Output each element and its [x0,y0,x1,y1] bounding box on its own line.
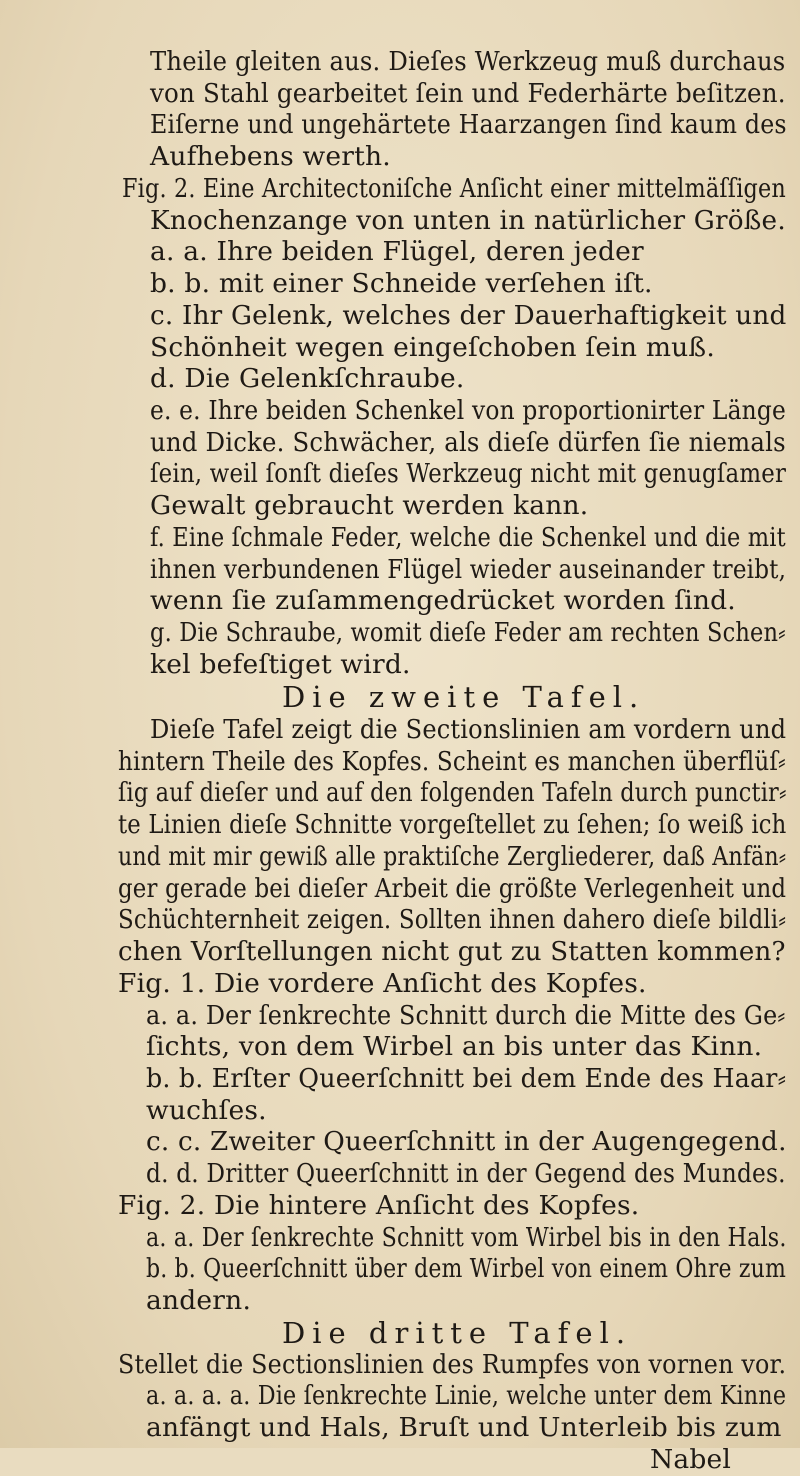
text-line: ſig auf dieſer und auf den folgenden Tafeln durch punctir⸗ [118,777,787,809]
text-line: Fig. 1. Die vordere Anſicht des Kopfes. [118,967,647,999]
text-line: wuchſes. [146,1094,267,1126]
text-line: von Stahl gearbeitet ſein und Federhärte beſitzen. [150,77,786,109]
text-line: andern. [146,1285,252,1317]
text-line: ger gerade bei dieſer Arbeit die größte Verlegenheit und [118,872,787,904]
text-line: Theile gleiten aus. Dieſes Werkzeug muß durchaus [150,46,786,77]
text-line: Nabel [650,1443,732,1475]
text-line: Knochenzange von unten in natürlicher Größe. [150,204,786,236]
text-line: a. a. Ihre beiden Flügel, deren jeder [150,236,644,268]
section-heading: Die zweite Tafel. [282,679,646,714]
text-line: Gewalt gebraucht werden kann. [150,490,589,522]
text-line: kel befeſtiget wird. [150,648,411,680]
text-line: Aufhebens werth. [150,141,391,173]
text-line: wenn ſie zuſammengedrücket worden ſind. [150,585,736,617]
text-line: b. b. Queerſchnitt über dem Wirbel von einem Ohre zum [146,1253,787,1285]
text-line: hintern Theile des Kopfes. Scheint es manchen überflüſ⸗ [118,745,786,777]
text-line: e. e. Ihre beiden Schenkel von proportionirter Länge [150,395,786,427]
text-line: chen Vorſtellungen nicht gut zu Statten kommen? [118,936,786,968]
text-line: und Dicke. Schwächer, als dieſe dürfen ſie niemals [150,426,786,458]
text-line: te Linien dieſe Schnitte vorgeſtellet zu ſehen; ſo weiß ich [118,809,787,841]
text-line: Fig. 2. Die hintere Anſicht des Kopfes. [118,1189,640,1221]
text-line: Eiſerne und ungehärtete Haarzangen ſind kaum des [150,109,787,141]
text-line: c. Ihr Gelenk, welches der Dauerhaftigkeit und [150,299,787,331]
text-line: g. Die Schraube, womit dieſe Feder am rechten Schen⸗ [150,617,786,649]
text-line: Dieſe Tafel zeigt die Sectionslinien am vordern und [150,714,787,745]
text-line: Schönheit wegen eingeſchoben ſein muß. [150,331,715,363]
text-line: Fig. 2. Eine Architectoniſche Anſicht einer mittelmäſſigen [122,172,786,204]
text-line: b. b. Erſter Queerſchnitt bei dem Ende des Haar⸗ [146,1063,787,1095]
text-line: Schüchternheit zeigen. Sollten ihnen dahero dieſe bildli⸗ [118,904,787,936]
section-heading: Die dritte Tafel. [282,1315,633,1350]
text-line: c. c. Zweiter Queerſchnitt in der Augengegend. [146,1126,787,1158]
text-line: und mit mir gewiß alle praktiſche Zergliederer, daß Anfän⸗ [118,840,787,872]
text-line: ſein, weil ſonſt dieſes Werkzeug nicht mit genugſamer [150,458,787,490]
text-line: Stellet die Sectionslinien des Rumpfes von vornen vor. [118,1348,787,1380]
text-line: f. Eine ſchmale Feder, welche die Schenkel und die mit [150,521,786,553]
text-line: d. d. Dritter Queerſchnitt in der Gegend des Mundes. [146,1158,786,1190]
text-line: a. a. Der ſenkrechte Schnitt vom Wirbel bis in den Hals. [146,1221,787,1253]
text-line: d. Die Gelenkſchraube. [150,363,465,395]
text-line: a. a. Der ſenkrechte Schnitt durch die Mitte des Ge⸗ [146,999,786,1031]
text-line: ihnen verbundenen Flügel wieder auseinander treibt, [150,553,787,585]
text-line: a. a. a. a. Die ſenkrechte Linie, welche unter dem Kinne [146,1380,787,1412]
text-line: b. b. mit einer Schneide verſehen iſt. [150,268,653,300]
text-line: ſichts, von dem Wirbel an bis unter das Kinn. [146,1031,763,1063]
text-line: anfängt und Hals, Bruſt und Unterleib bis zum [146,1412,782,1444]
